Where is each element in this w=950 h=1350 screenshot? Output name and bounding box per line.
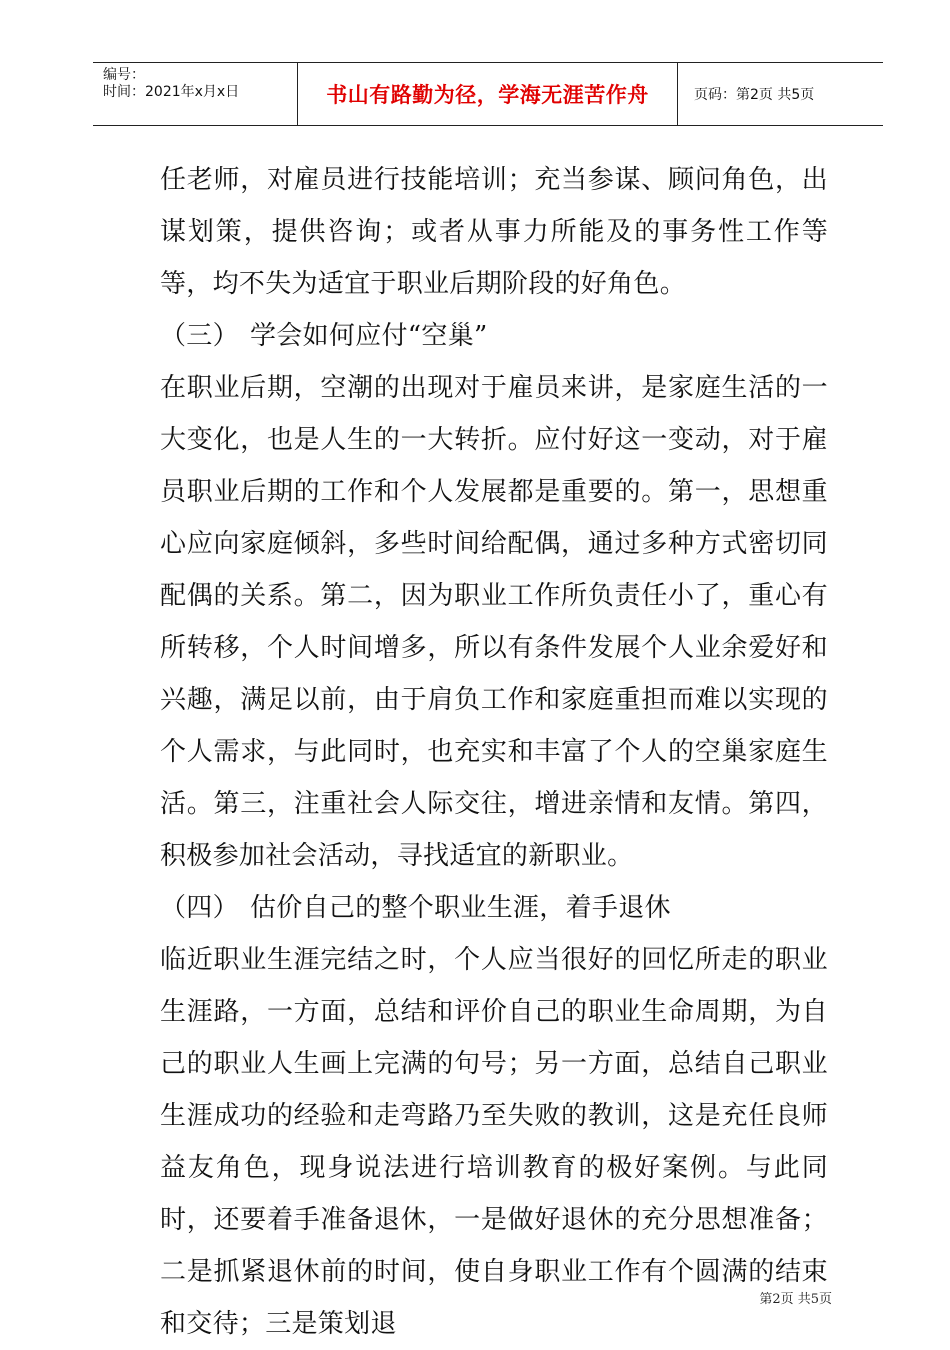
section-number: （四） bbox=[160, 893, 239, 923]
section-title: 学会如何应付“空巢” bbox=[250, 321, 488, 351]
header-motto: 书山有路勤为径，学海无涯苦作舟 bbox=[298, 63, 678, 125]
paragraph: 在职业后期，空潮的出现对于雇员来讲，是家庭生活的一大变化，也是人生的一大转折。应付好这一变动，对于雇员职业后期的工作和个人发展都是重要的。第一，思想重心应向家庭倾斜，多些时间给配偶，通过多种方式密切同配偶的关系。第二，因为职业工作所负责任小了，重心有所转移，个人时间增多，所以有条件发展个人业余爱好和兴趣，满足以前，由于肩负工作和家庭重担而难以实现的个人需求，与此同时，也充实和丰富了个人的空巢家庭生活。第三，注重社会人际交往，增进亲情和友情。第四，积极参加社会活动，寻找适宜的新职业。 bbox=[160, 373, 828, 871]
section-heading bbox=[160, 310, 828, 362]
document-body bbox=[160, 154, 828, 1350]
document-time-label: 时间：2021年x月x日 bbox=[103, 84, 240, 100]
document-number-label: 编号： bbox=[103, 67, 145, 83]
section-number: （三） bbox=[160, 321, 239, 351]
header-meta bbox=[93, 63, 298, 125]
header-page-number: 页码：第2页 共5页 bbox=[694, 87, 815, 103]
paragraph: 临近职业生涯完结之时，个人应当很好的回忆所走的职业生涯路，一方面，总结和评价自己的职业生命周期，为自己的职业人生画上完满的句号；另一方面，总结自己职业生涯成功的经验和走弯路乃至失败的教训，这是充任良师益友角色，现身说法进行培训教育的极好案例。与此同时，还要着手准备退休，一是做好退休的充分思想准备；二是抓紧退休前的时间，使自身职业工作有个圆满的结束和交待；三是策划退 bbox=[160, 945, 828, 1339]
section-title: 估价自己的整个职业生涯，着手退休 bbox=[250, 893, 671, 923]
page-header bbox=[93, 62, 883, 126]
page-footer: 第2页 共5页 bbox=[759, 1292, 832, 1307]
section-heading bbox=[160, 882, 828, 934]
paragraph: 任老师，对雇员进行技能培训；充当参谋、顾问角色，出谋划策，提供咨询；或者从事力所能及的事务性工作等等，均不失为适宜于职业后期阶段的好角色。 bbox=[160, 165, 828, 299]
